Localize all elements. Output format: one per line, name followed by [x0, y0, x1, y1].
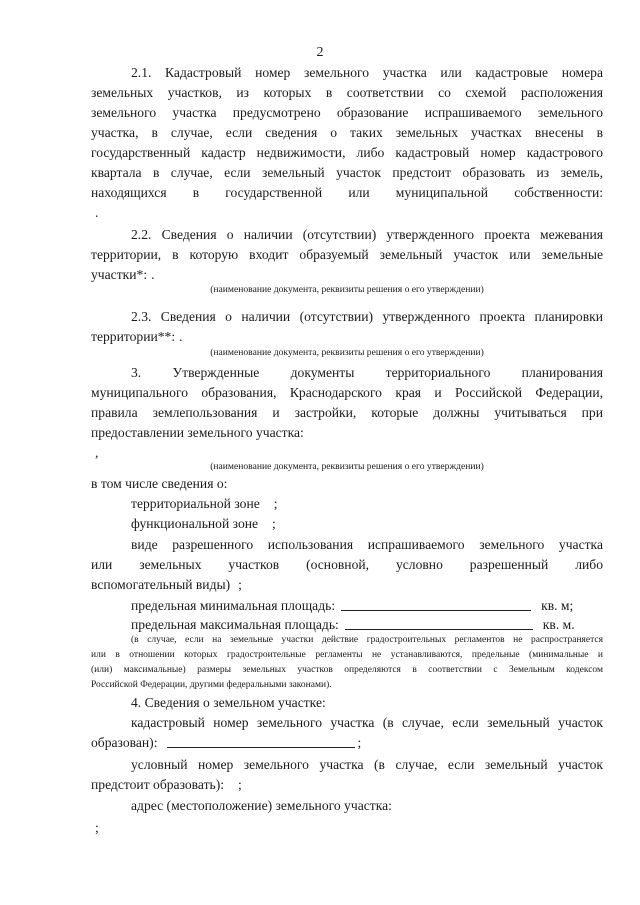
func-zone-label: функциональной зоне: [131, 516, 259, 531]
s22-caption: (наименование документа, реквизиты решения о его утверждении): [210, 284, 484, 295]
s22-line-3: участки*:: [91, 267, 148, 282]
s21-answer-line[interactable]: [91, 203, 603, 223]
s3-caption: (наименование документа, реквизиты решения о его утверждении): [210, 461, 484, 472]
usl-line-1: условный номер земельного участка (в случае, если земельный участок: [131, 757, 603, 772]
func-zone-row[interactable]: [131, 514, 603, 534]
cad-line-1: кадастровый номер земельного участка (в случае, если земельный участок: [131, 715, 603, 730]
s22-answer-end: .: [151, 267, 155, 282]
vid-line-3: вспомогательный виды): [91, 577, 231, 592]
s21-line-7: находящихся в государственной или муниципальной собственности:: [91, 185, 603, 200]
s3-line-2: муниципального образования, Краснодарского края и Российской Федерации,: [91, 385, 603, 400]
s21-line-4: участка, в случае, если сведения о таких земельных участках внесены в: [91, 125, 603, 140]
s21-line-1: 2.1. Кадастровый номер земельного участка или кадастровые номера: [131, 65, 603, 80]
cad-answer-line[interactable]: [91, 733, 603, 753]
cad-answer-blank[interactable]: [167, 747, 355, 748]
addr-label: адрес (местоположение) земельного участка:: [131, 798, 392, 813]
terr-zone-row[interactable]: [131, 494, 603, 514]
addr-answer-end: ;: [95, 820, 99, 835]
max-area-label: предельная максимальная площадь:: [131, 617, 339, 632]
vid-answer-end: ;: [238, 577, 242, 592]
s21-line-5: государственный кадастр недвижимости, либо кадастровый номер кадастрового: [91, 145, 603, 160]
s3-line-1: 3. Утвержденные документы территориального планирования: [131, 365, 603, 380]
cad-answer-end: ;: [357, 735, 362, 750]
s23-answer-end: .: [179, 329, 183, 344]
usl-answer-line[interactable]: [91, 775, 603, 795]
s23-caption: (наименование документа, реквизиты решения о его утверждении): [210, 347, 484, 358]
vid-line-1: виде разрешенного использования испрашиваемого земельного участка: [131, 537, 603, 552]
min-area-unit: кв. м;: [541, 598, 574, 613]
min-area-row[interactable]: [131, 596, 603, 616]
vid-answer-line[interactable]: [91, 575, 603, 595]
max-area-row[interactable]: [131, 615, 603, 635]
s4-heading: 4. Сведения о земельном участке:: [131, 695, 326, 710]
s21-line-3: земельного участка предусмотрено образование испрашиваемого земельного: [91, 105, 603, 120]
usl-line-2: предстоит образовать):: [91, 777, 225, 792]
addr-answer-line[interactable]: [91, 818, 603, 838]
s3-line-4: предоставлении земельного участка:: [91, 425, 304, 440]
terr-zone-end: ;: [273, 496, 278, 511]
s3-including: в том числе сведения о:: [91, 476, 228, 491]
s23-answer-line[interactable]: [91, 327, 603, 347]
terr-zone-label: территориальной зоне: [131, 496, 260, 511]
s23-line-2: территории**:: [91, 329, 176, 344]
max-area-blank[interactable]: [345, 629, 533, 630]
area-note-1: (в случае, если на земельные участки действие градостроительных регламентов не распространяется: [131, 635, 603, 645]
s23-line-1: 2.3. Сведения о наличии (отсутствии) утвержденного проекта планировки: [131, 309, 603, 324]
s22-line-2: территории, в которую входит образуемый земельный участок или земельные: [91, 247, 603, 262]
vid-line-2: или земельных участков (основной, условно разрешенный либо: [91, 557, 603, 572]
min-area-blank[interactable]: [341, 610, 531, 611]
area-note-2: или в отношении которых градостроительные регламенты не устанавливаются, предельные (минимальные и: [91, 650, 603, 660]
area-note-4: Российской Федерации, другими федеральными законами).: [91, 680, 332, 690]
s3-answer-end: ,: [95, 445, 99, 460]
s21-answer-end: .: [95, 205, 99, 220]
s3-line-3: правила землепользования и застройки, которые должны учитываться при: [91, 405, 603, 420]
s21-line-6: квартала в случае, если земельный участок предстоит образовать из земель,: [91, 165, 603, 180]
s3-line-4-row[interactable]: [91, 423, 603, 443]
s22-line-1: 2.2. Сведения о наличии (отсутствии) утвержденного проекта межевания: [131, 227, 603, 242]
max-area-unit: кв. м.: [542, 617, 575, 632]
s21-line-2: земельных участков, из которых в соответствии со схемой расположения: [91, 85, 603, 100]
cad-line-2: образован):: [91, 735, 158, 750]
page-number: 2: [316, 45, 324, 60]
s22-answer-line[interactable]: [91, 265, 603, 285]
usl-answer-end: ;: [238, 777, 242, 792]
min-area-label: предельная минимальная площадь:: [131, 598, 336, 613]
area-note-3: (или) максимальные) размеры земельных участков определяются в соответствии с Земельным кодексом: [91, 665, 603, 675]
func-zone-end: ;: [272, 516, 276, 531]
